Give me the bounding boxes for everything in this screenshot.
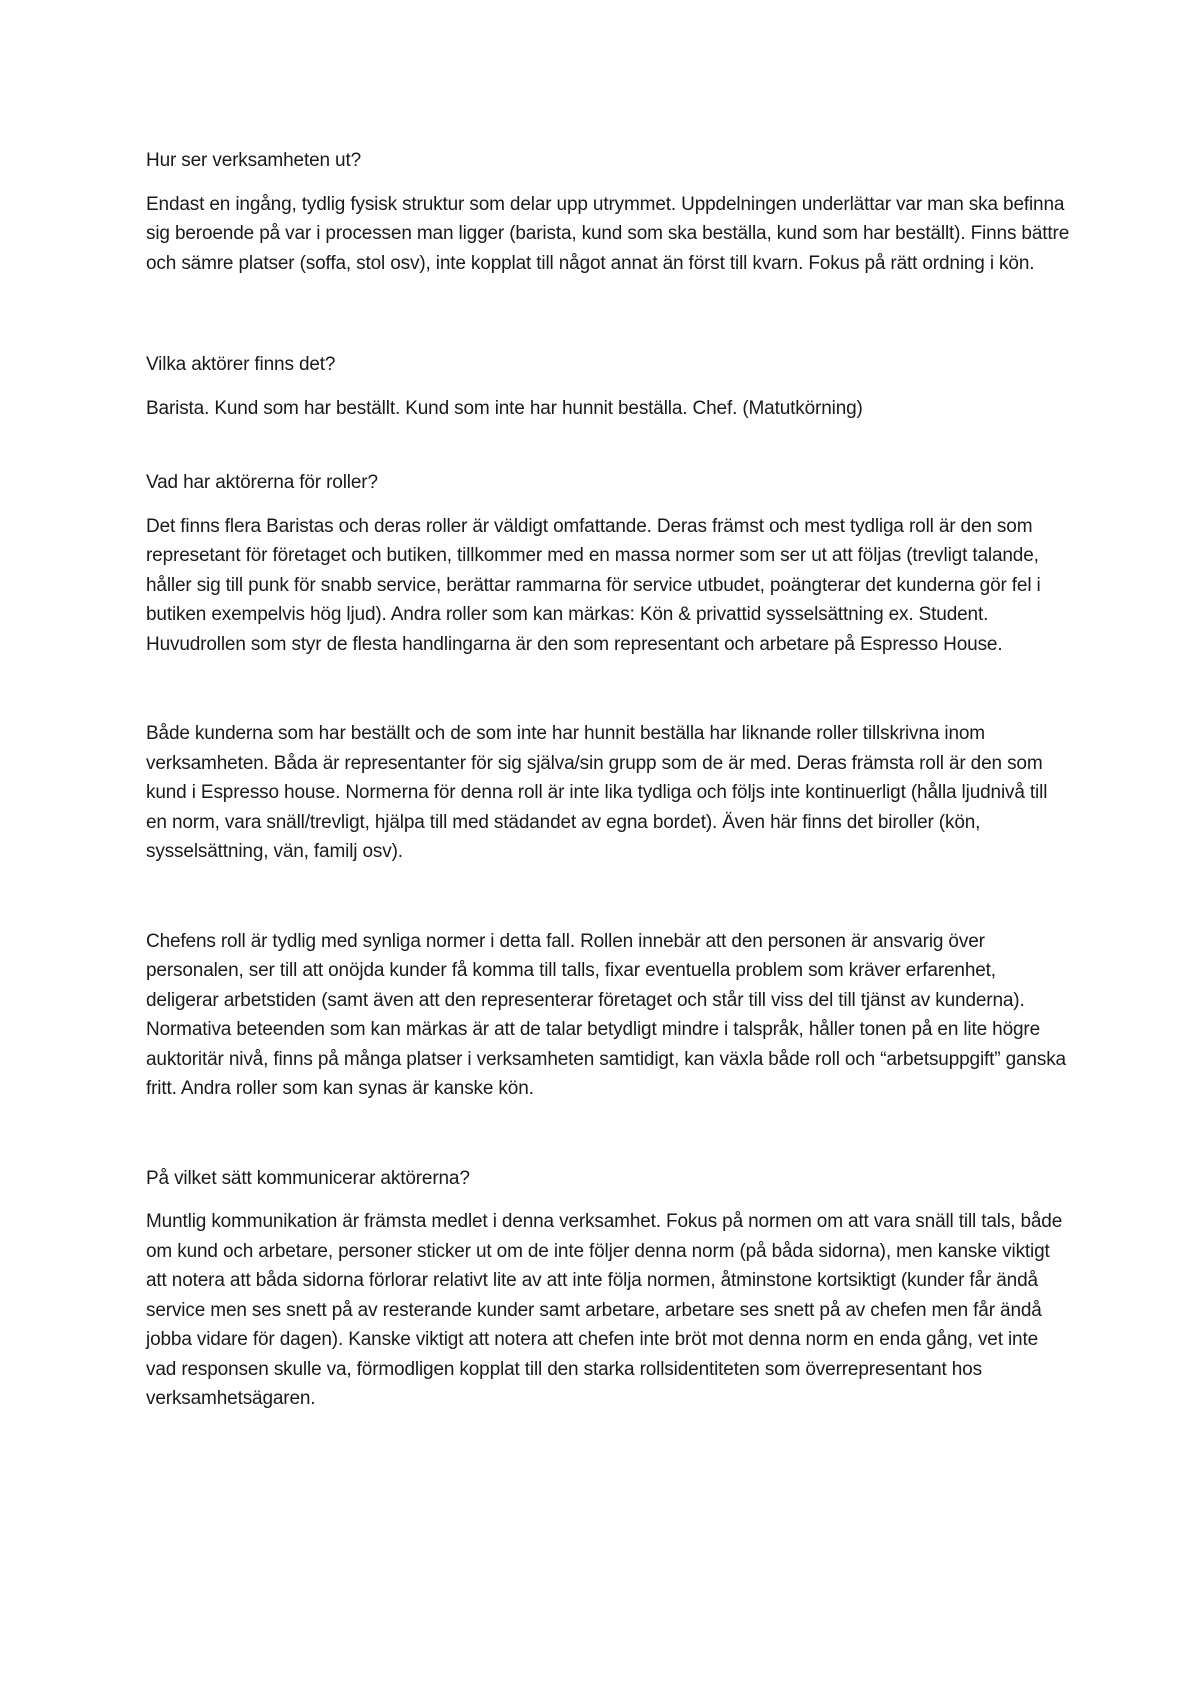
question-aktorer: Vilka aktörer finns det? [146,354,336,375]
document-body [146,146,1071,1414]
question-roller: Vad har aktörerna för roller? [146,472,378,493]
answer-verksamheten: Endast en ingång, tydlig fysisk struktur som delar upp utrymmet. Uppdelningen underlättar var man ska befinna sig beroende på var i processen man ligger (barista, kund som ska beställa, kund som har beställt). Finns bättre och sämre platser (soffa, stol osv), inte kopplat till något annat än först till kvarn. Fokus på rätt ordning i kön. [146,193,1070,274]
answer-aktorer: Barista. Kund som har beställt. Kund som inte har hunnit beställa. Chef. (Matutkörning) [146,397,863,419]
answer-kommunikation: Muntlig kommunikation är främsta medlet i denna verksamhet. Fokus på normen om att vara snäll till tals, både om kund och arbetare, personer sticker ut om de inte följer denna norm (på båda sidorna), men kanske viktigt att notera att båda sidorna förlorar relativt lite av att inte följa normen, åtminstone kortsiktigt (kunder får ändå service men ses snett på av resterande kunder samt arbetare, arbetare ses snett på av chefen men får ändå jobba vidare för dagen). Kanske viktigt att notera att chefen inte bröt mot denna norm en enda gång, vet inte vad responsen skulle va, förmodligen kopplat till den starka rollsidentiteten som överrepresentant hos verksamhetsägaren. [146,1211,1063,1409]
question-verksamheten: Hur ser verksamheten ut? [146,150,361,171]
answer-roller-kunder: Både kunderna som har beställt och de som inte har hunnit beställa har liknande roller tillskrivna inom verksamheten. Båda är representanter för sig själva/sin grupp som de är med. Deras främsta roll är den som kund i Espresso house. Normerna för denna roll är inte lika tydliga och följs inte kontinuerligt (hålla ljudnivå till en norm, vara snäll/trevligt, hjälpa till med städandet av egna bordet). Även här finns det biroller (kön, sysselsättning, vän, familj osv). [146,723,1048,862]
answer-roller-baristas: Det finns flera Baristas och deras roller är väldigt omfattande. Deras främst och mest tydliga roll är den som represetant för företaget och butiken, tillkommer med en massa normer som ser ut att följas (trevligt talande, håller sig till punk för snabb service, berättar rammarna för service utbudet, poängterar det kunderna gör fel i butiken exempelvis hög ljud). Andra roller som kan märkas: Kön & privattid sysselsättning ex. Student. Huvudrollen som styr de flesta handlingarna är den som representant och arbetare på Espresso House. [146,515,1041,655]
question-kommunikation: På vilket sätt kommunicerar aktörerna? [146,1167,470,1189]
answer-roller-chef: Chefens roll är tydlig med synliga normer i detta fall. Rollen innebär att den personen är ansvarig över personalen, ser till att onöjda kunder få komma till talls, fixar eventuella problem som kräver erfarenhet, deligerar arbetstiden (samt även att den representerar företaget och står till viss del till tjänst av kunderna). Normativa beteenden som kan märkas är att de talar betydligt mindre i talspråk, håller tonen på en lite högre auktoritär nivå, finns på många platser i verksamheten samtidigt, kan växla både roll och “arbetsuppgift” ganska fritt. Andra roller som kan synas är kanske kön. [146,930,1066,1099]
